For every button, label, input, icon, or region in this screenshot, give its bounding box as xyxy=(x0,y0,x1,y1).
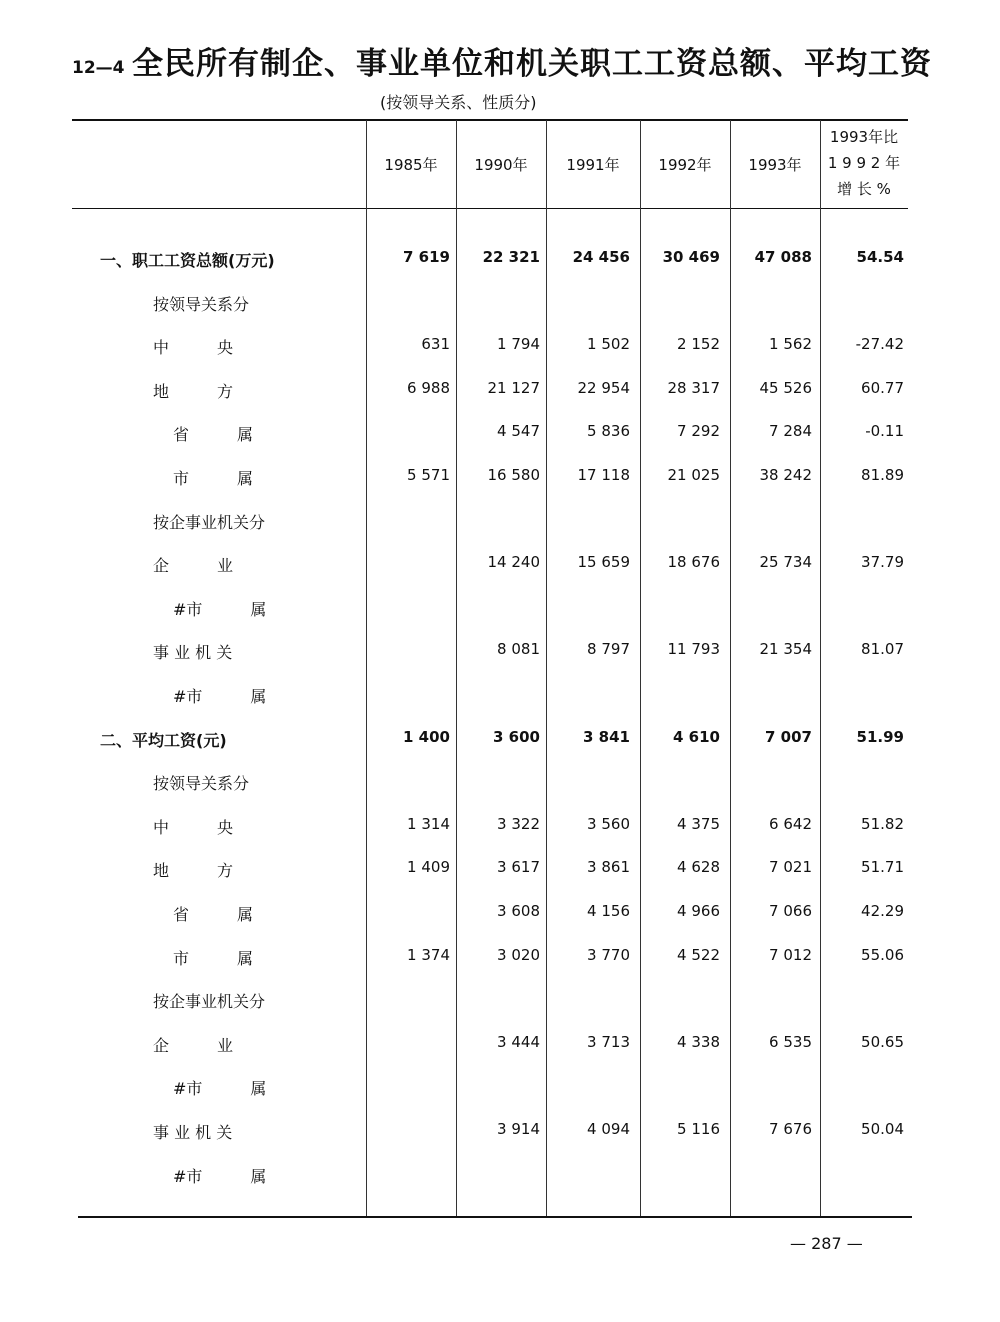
row-cell: 4 966 xyxy=(677,902,720,920)
header-year-4: 1993年 xyxy=(748,155,802,174)
header-growth-line-2: 增 长 % xyxy=(837,180,891,198)
row-cell: 3 617 xyxy=(497,858,540,877)
table-row xyxy=(0,680,1000,710)
row-cell: 17 118 xyxy=(577,466,630,484)
row-label: 中 央 xyxy=(153,338,234,358)
row-cell: 47 088 xyxy=(754,248,812,266)
page-number: — 287 — xyxy=(790,1234,863,1253)
row-cell: 3 444 xyxy=(497,1032,540,1051)
header-year-2: 1991年 xyxy=(566,155,620,174)
row-cell: 3 713 xyxy=(587,1032,630,1051)
row-cell: 7 066 xyxy=(769,902,812,920)
row-cell: 25 734 xyxy=(759,553,812,572)
row-cell: 51.99 xyxy=(856,727,904,746)
table-row xyxy=(0,549,1000,579)
table-row xyxy=(0,1116,1000,1146)
row-label: 按领导关系分 xyxy=(153,774,250,794)
row-label: 地 方 xyxy=(153,381,234,401)
row-cell: 3 914 xyxy=(497,1120,540,1138)
table-bottom-rule xyxy=(78,1216,912,1218)
row-cell: 37.79 xyxy=(861,553,904,572)
row-cell: 3 861 xyxy=(587,858,630,877)
row-cell: 6 642 xyxy=(769,814,812,833)
row-cell: 3 841 xyxy=(583,727,630,746)
row-label: 事 业 机 关 xyxy=(153,1123,233,1142)
row-cell: 21 025 xyxy=(667,466,720,484)
row-cell: 14 240 xyxy=(487,553,540,572)
row-cell: 3 770 xyxy=(587,945,630,964)
row-cell: 81.89 xyxy=(861,466,904,484)
row-cell: 6 535 xyxy=(769,1032,812,1051)
table-row xyxy=(0,288,1000,318)
table-row xyxy=(0,506,1000,536)
header-growth-column xyxy=(820,124,908,202)
table-row xyxy=(0,767,1000,797)
row-cell: 81.07 xyxy=(861,640,904,659)
row-cell: 1 374 xyxy=(407,945,450,964)
row-cell: 4 094 xyxy=(587,1120,630,1138)
row-label: 按企事业机关分 xyxy=(153,512,266,532)
row-cell: 5 116 xyxy=(677,1120,720,1138)
row-label: 按领导关系分 xyxy=(153,294,250,314)
table-row xyxy=(0,811,1000,841)
row-label: 市 属 xyxy=(173,469,254,488)
table-row xyxy=(0,1029,1000,1059)
row-label: 省 属 xyxy=(173,905,254,924)
header-bottom-rule xyxy=(72,208,908,209)
row-cell: 21 354 xyxy=(759,640,812,659)
row-cell: 3 322 xyxy=(497,814,540,833)
row-label: 中 央 xyxy=(153,817,234,837)
table-row xyxy=(0,1160,1000,1190)
row-cell: 55.06 xyxy=(861,945,904,964)
header-year-3: 1992年 xyxy=(658,155,712,174)
row-cell: 2 152 xyxy=(677,335,720,354)
row-cell: 15 659 xyxy=(577,553,630,572)
subtitle: (按领导关系、性质分) xyxy=(380,93,537,112)
row-cell: 4 375 xyxy=(677,814,720,833)
row-cell: 7 292 xyxy=(677,422,720,441)
row-label: #市 属 xyxy=(173,687,267,706)
row-cell: 4 522 xyxy=(677,945,720,964)
table-row xyxy=(0,331,1000,361)
row-cell: 5 571 xyxy=(407,466,450,484)
header-year-1: 1990年 xyxy=(474,155,528,174)
row-cell: 4 628 xyxy=(677,858,720,877)
row-cell: 1 409 xyxy=(407,858,450,877)
row-cell: 11 793 xyxy=(667,640,720,659)
row-cell: 54.54 xyxy=(856,248,904,266)
row-cell: 4 156 xyxy=(587,902,630,920)
row-cell: 1 794 xyxy=(497,335,540,354)
row-cell: 3 020 xyxy=(497,945,540,964)
table-row xyxy=(0,1072,1000,1102)
row-cell: 28 317 xyxy=(667,378,720,397)
row-label: 企 业 xyxy=(153,1035,234,1055)
table-row xyxy=(0,375,1000,405)
row-cell: 18 676 xyxy=(667,553,720,572)
title-block xyxy=(72,38,932,88)
table-row xyxy=(0,854,1000,884)
header-growth-line-1: 1 9 9 2 年 xyxy=(827,154,901,172)
row-cell: 4 338 xyxy=(677,1032,720,1051)
row-cell: 7 012 xyxy=(769,945,812,964)
row-cell: 50.65 xyxy=(861,1032,904,1051)
row-label: #市 属 xyxy=(173,599,267,619)
row-cell: 8 081 xyxy=(497,640,540,659)
table-row xyxy=(0,636,1000,666)
table-row xyxy=(0,942,1000,972)
row-cell: 3 560 xyxy=(587,814,630,833)
row-cell: 45 526 xyxy=(759,378,812,397)
row-label: #市 属 xyxy=(173,1079,267,1099)
row-cell: 1 400 xyxy=(403,727,450,746)
row-cell: 22 954 xyxy=(577,378,630,397)
table-row xyxy=(0,244,1000,274)
header-growth-line-0: 1993年比 xyxy=(829,128,899,146)
row-cell: 5 836 xyxy=(587,422,630,441)
row-cell: 7 284 xyxy=(769,422,812,441)
row-cell: 3 600 xyxy=(493,727,540,746)
row-cell: -0.11 xyxy=(865,422,904,441)
table-number: 12—4 xyxy=(72,58,125,78)
row-cell: 22 321 xyxy=(482,248,540,266)
row-label: 省 属 xyxy=(173,425,254,445)
table-row xyxy=(0,724,1000,754)
row-cell: 6 988 xyxy=(407,378,450,397)
table-row xyxy=(0,462,1000,492)
row-cell: 21 127 xyxy=(487,378,540,397)
table-row xyxy=(0,898,1000,928)
row-cell: 51.71 xyxy=(861,858,904,877)
row-cell: 50.04 xyxy=(861,1120,904,1138)
row-cell: 7 021 xyxy=(769,858,812,877)
row-cell: 7 007 xyxy=(765,727,812,746)
row-cell: 7 676 xyxy=(769,1120,812,1138)
row-label: 地 方 xyxy=(153,861,234,881)
row-cell: 24 456 xyxy=(572,248,630,266)
row-cell: -27.42 xyxy=(855,335,904,354)
row-label: 市 属 xyxy=(173,948,254,968)
row-cell: 631 xyxy=(421,335,450,354)
row-cell: 60.77 xyxy=(861,378,904,397)
row-label: 一、职工工资总额(万元) xyxy=(100,251,275,270)
row-cell: 8 797 xyxy=(587,640,630,659)
table-row xyxy=(0,593,1000,623)
row-cell: 1 502 xyxy=(587,335,630,354)
row-cell: 51.82 xyxy=(861,814,904,833)
row-cell: 30 469 xyxy=(662,248,720,266)
row-cell: 4 610 xyxy=(673,727,720,746)
row-label: 企 业 xyxy=(153,556,234,576)
row-label: #市 属 xyxy=(173,1166,267,1186)
row-cell: 16 580 xyxy=(487,466,540,484)
row-cell: 42.29 xyxy=(861,902,904,920)
row-label: 按企事业机关分 xyxy=(153,992,266,1012)
row-label: 二、平均工资(元) xyxy=(100,730,227,750)
row-cell: 7 619 xyxy=(403,248,450,266)
row-cell: 4 547 xyxy=(497,422,540,441)
header-year-0: 1985年 xyxy=(384,155,438,174)
table-row xyxy=(0,418,1000,448)
row-cell: 3 608 xyxy=(497,902,540,920)
row-cell: 1 314 xyxy=(407,814,450,833)
page-title: 全民所有制企、事业单位和机关职工工资总额、平均工资 xyxy=(132,46,932,82)
row-cell: 1 562 xyxy=(769,335,812,354)
row-cell: 38 242 xyxy=(759,466,812,484)
row-label: 事 业 机 关 xyxy=(153,643,233,663)
table-row xyxy=(0,985,1000,1015)
